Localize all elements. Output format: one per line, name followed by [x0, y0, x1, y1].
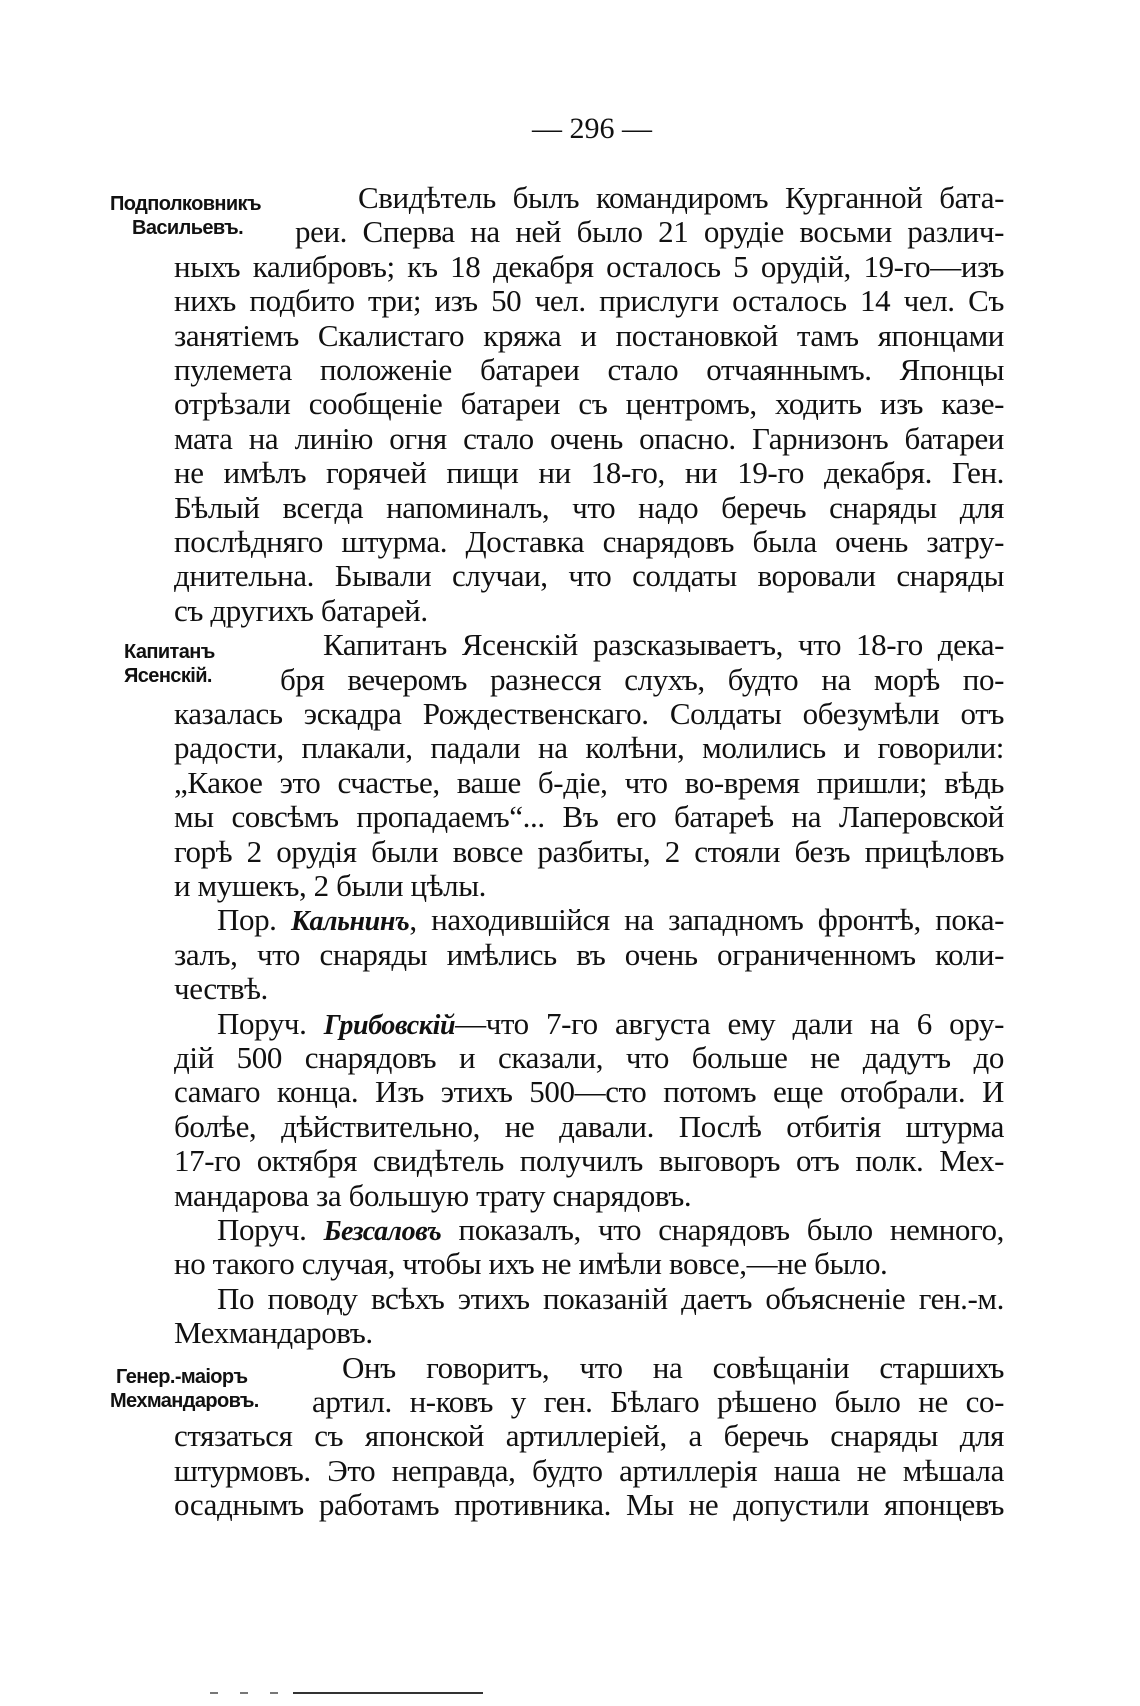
- page-number: — 296 —: [532, 112, 652, 145]
- text-line: отрѣзали сообщенiе батареи съ центромъ, ходить изъ казе-: [174, 386, 1004, 422]
- text-fragment: Поруч.: [217, 1005, 324, 1041]
- text-line: нихъ подбито три; изъ 50 чел. прислуги осталось 14 чел. Съ: [174, 283, 1004, 319]
- margin-label-surname: Васильевъ.: [132, 217, 244, 239]
- witness-name: Грибовскiй: [323, 1009, 456, 1041]
- text-line: [217, 1007, 1004, 1041]
- text-line: днительна. Бывали случаи, что солдаты воровали снаряды: [174, 558, 1004, 594]
- text-line: реи. Сперва на ней было 21 орудiе восьми различ-: [295, 214, 1004, 250]
- text-line: мы совсѣмъ пропадаемъ“... Въ его батареѣ на Лаперовской: [174, 799, 1004, 835]
- text-line: казалась эскадра Рождественскаго. Солдаты обезумѣли отъ: [174, 696, 1004, 731]
- text-fragment: , находившiйся на западномъ фронтѣ, пока-: [409, 902, 1004, 938]
- text-line: „Какое это счастье, ваше б-дiе, что во-время пришли; вѣдь: [174, 764, 1004, 800]
- text-line: осаднымъ работамъ противника. Мы не допустили японцевъ: [174, 1487, 1004, 1523]
- text-fragment: Пор.: [217, 902, 291, 938]
- decorative-dash: [210, 1692, 218, 1694]
- text-line: залъ, что снаряды имѣлись въ очень ограниченномъ коли-: [174, 936, 1004, 972]
- text-line: Свидѣтель былъ командиромъ Курганной бата-: [358, 180, 1004, 215]
- text-line: съ другихъ батарей.: [174, 592, 428, 628]
- margin-label-vasiliev: [110, 192, 261, 240]
- text-line: Капитанъ Ясенскiй разсказываетъ, что 18-го дека-: [323, 627, 1004, 663]
- text-line: занятiемъ Скалистаго кряжа и постановкой тамъ японцами: [174, 317, 1004, 353]
- text-line: пулемета положенiе батареи стало отчаяннымъ. Японцы: [174, 352, 1004, 387]
- text-line: 17-го октября свидѣтель получилъ выговоръ отъ полк. Мех-: [174, 1143, 1004, 1179]
- text-line: чествѣ.: [174, 971, 268, 1007]
- text-fragment: —что 7-го августа ему дали на 6 ору-: [455, 1005, 1004, 1041]
- decorative-dash: [240, 1692, 248, 1694]
- decorative-dash: [270, 1692, 278, 1694]
- text-line: По поводу всѣхъ этихъ показанiй даетъ объясненiе ген.-м.: [217, 1280, 1004, 1316]
- text-line: но такого случая, чтобы ихъ не имѣли вовсе,—не было.: [174, 1246, 888, 1282]
- margin-label-rank: Генер.-маiоръ: [116, 1366, 248, 1388]
- text-line: дiй 500 снарядовъ и сказали, что больше не дадутъ до: [174, 1040, 1004, 1075]
- margin-label-surname: Мехмандаровъ.: [110, 1390, 259, 1412]
- text-line: горѣ 2 орудiя были вовсе разбиты, 2 стояли безъ прицѣловъ: [174, 833, 1004, 869]
- witness-name: Безсаловъ: [323, 1216, 442, 1247]
- text-line: бря вечеромъ разнесся слухъ, будто на морѣ по-: [280, 661, 1004, 697]
- text-line: Мехмандаровъ.: [174, 1315, 373, 1351]
- margin-label-mekhmandarov: [110, 1365, 259, 1413]
- text-line: ныхъ калибровъ; къ 18 декабря осталось 5 орудiй, 19-го—изъ: [174, 248, 1004, 284]
- text-fragment: показалъ, что снарядовъ было немного,: [441, 1212, 1004, 1247]
- text-line: штурмовъ. Это неправда, будто артиллерiя наша не мѣшала: [174, 1452, 1004, 1488]
- text-line: не имѣлъ горячей пищи ни 18-го, ни 19-го декабря. Ген.: [174, 455, 1004, 491]
- text-line: артил. н-ковъ у ген. Бѣлаго рѣшено было не со-: [312, 1384, 1004, 1419]
- text-line: самаго конца. Изъ этихъ 500—сто потомъ еще отобрали. И: [174, 1074, 1004, 1110]
- margin-label-yasensky: [124, 640, 215, 688]
- text-line: мандарова за большую трату снарядовъ.: [174, 1177, 692, 1213]
- text-line: [217, 1213, 1004, 1247]
- text-line: мата на линiю огня стало очень опасно. Гарнизонъ батареи: [174, 420, 1004, 456]
- witness-name: Кальнинъ: [290, 906, 410, 938]
- text-line: стязаться съ японской артиллерiей, а беречь снаряды для: [174, 1418, 1004, 1454]
- footer-rule: [293, 1692, 483, 1694]
- text-line: радости, плакали, падали на колѣни, молились и говорили:: [174, 730, 1004, 766]
- text-line: Онъ говоритъ, что на совѣщанiи старшихъ: [342, 1349, 1004, 1385]
- text-fragment: Поруч.: [217, 1212, 324, 1247]
- text-line: [217, 903, 1004, 937]
- text-line: болѣе, дѣйствительно, не давали. Послѣ отбитiя штурма: [174, 1108, 1004, 1144]
- text-line: послѣдняго штурма. Доставка снарядовъ была очень затру-: [174, 524, 1004, 559]
- margin-label-rank: Капитанъ: [124, 641, 215, 663]
- margin-label-rank: Подполковникъ: [110, 193, 261, 215]
- text-line: и мушекъ, 2 были цѣлы.: [174, 868, 487, 903]
- text-line: Бѣлый всегда напоминалъ, что надо беречь снаряды для: [174, 489, 1004, 525]
- margin-label-surname: Ясенскiй.: [124, 665, 212, 687]
